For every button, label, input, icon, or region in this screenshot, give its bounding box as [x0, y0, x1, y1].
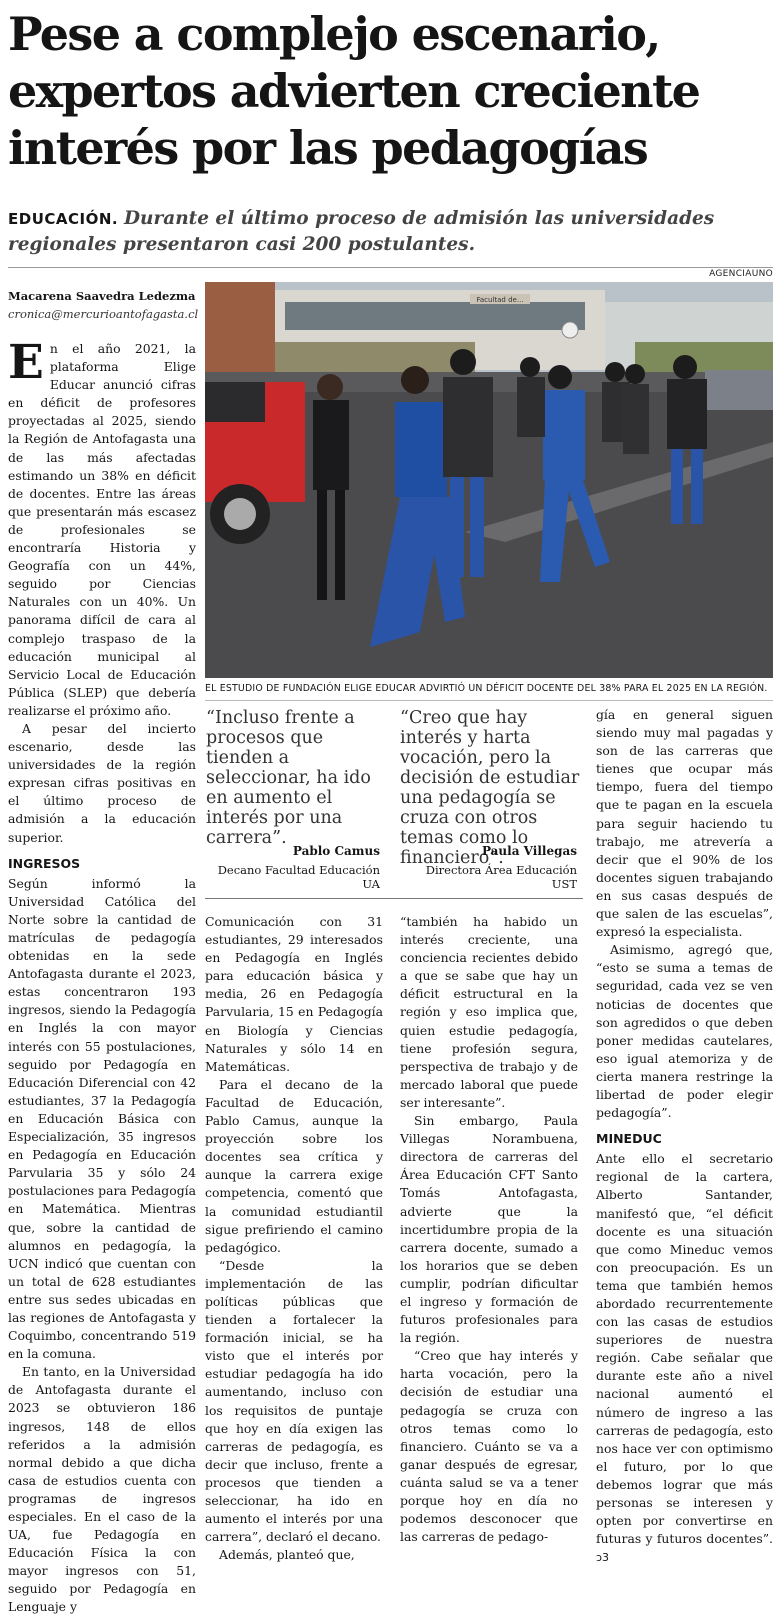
author-email[interactable]: cronica@mercurioantofagasta.cl: [8, 307, 199, 321]
building-sign: Facultad de...: [476, 296, 524, 304]
quote-1-name: Pablo Camus: [292, 844, 380, 858]
deck-text: Durante el último proceso de admisión las universidades regionales presentaron casi 200 postulantes.: [8, 208, 715, 255]
deck: [8, 206, 773, 258]
column-1: [8, 335, 196, 1617]
author-name: Macarena Saavedra Ledezma: [8, 289, 196, 303]
photo-illustration: [205, 282, 773, 678]
pull-quote-2: “Creo que hay interés y harta vocación, pero la decisión de estudiar una pedagogía se cruza con otros temas como lo financiero”.: [400, 708, 580, 868]
quote-1-role: Decano Facultad Educación UA: [217, 863, 380, 891]
quote-2-name: Paula Villegas: [481, 844, 577, 858]
pull-quote-1: “Incluso frente a procesos que tienden a seleccionar, ha ido en aumento el interés por una carrera”.: [206, 708, 371, 848]
paragraph: Asimismo, agregó que, “esto se suma a temas de seguridad, cada vez se ven noticias de docentes que son agredidos o que deben poner medidas cautelares, eso igual atemoriza y de cierta manera restringe la libertad de poder elegir pedagogía”.: [596, 942, 773, 1121]
paragraph: A pesar del incierto escenario, desde las universidades de la región expresan cifras positivas en el último proceso de admisión a la educación superior.: [8, 720, 196, 845]
quote-2-role: Directora Área Educación UST: [425, 863, 577, 891]
end-mark-icon: ↄ3: [596, 1551, 610, 1565]
photo-caption: EL ESTUDIO DE FUNDACIÓN ELIGE EDUCAR ADVIRTIÓ UN DÉFICIT DOCENTE DEL 38% PARA EL 2025 EN LA REGIÓN.: [205, 683, 768, 694]
caption-rule: [205, 700, 773, 701]
quote-rule: [205, 898, 583, 899]
headline: Pese a complejo escenario, expertos advierten creciente interés por las pedagogías: [8, 7, 700, 175]
byline: [8, 289, 199, 321]
paragraph: Además, planteó que,: [219, 1547, 355, 1563]
column-2: [205, 913, 383, 1564]
paragraph: “también ha habido un interés creciente, una conciencia recientes debido a que se sabe que hay un déficit estructural en la región y eso implica que, quien estudie pedagogía, tiene profesión segura, perspectiva de trabajo y de mercado laboral que puede ser interesante”.: [400, 914, 578, 1110]
dropcap: E: [8, 335, 44, 390]
header-rule: [8, 267, 773, 268]
brick-wall: [205, 282, 275, 372]
paragraph: “Desde la implementación de las políticas públicas que tienden a fortalecer la formación inicial, se ha visto que el interés por estudiar pedagogía ha ido aumentando, incluso con los requisitos de puntaje que hoy en día exigen las carreras de pedagogía, es decir que incluso, frente a procesos que tienden a seleccionar, ha ido en aumento el interés por una carrera”, declaró el decano.: [205, 1257, 383, 1545]
news-photo: [205, 282, 773, 678]
paragraph: Según informó la Universidad Católica del Norte sobre la cantidad de matrículas de pedagogía obtenidas en la sede Antofagasta durante el 2023, estas concentraron 193 ingresos, siendo la Pedagogía en Inglés la con mayor interés con 55 postulaciones, seguido por Pedagogía en Educación Diferencial con 42 estudiantes, 37 la Pedagogía en Educación Básica con Especialización, 35 ingresos en Pedagogía en Educación Parvularia 35 y sólo 24 postulaciones para Pedagogía en Matemática. Mientras que, sobre la cantidad de alumnos en pedagogía, la UCN indicó que cuentan con un total de 628 estudiantes entre sus sedes ubicadas en las regiones de Antofagasta y Coquimbo, concentrando 519 en la comuna.: [8, 875, 196, 1362]
paragraph-text: Ante ello el secretario regional de la cartera, Alberto Santander, manifestó que, “el déficit docente es una situación que como Mineduc vemos con preocupación. Es un tema que también hemos abordado recurrentemente con las casas de estudios superiores de nuestra región. Cabe señalar que durante este año a nivel nacional aumentó el número de ingreso a las carreras de pedagogía, esto nos hace ver con optimismo el futuro, por lo que debemos lograr que más personas se interesen y opten por convertirse en futuras y futuros docentes”.: [596, 1151, 773, 1547]
photo-credit: AGENCIAUNO: [709, 269, 773, 279]
subheading-ingresos: INGRESOS: [8, 855, 81, 871]
paragraph: n el año 2021, la plataforma Elige Educar anunció cifras en déficit de profesores proyectadas al 2025, siendo la Región de Antofagasta una de las más afectadas estimando un 38% en déficit de docentes. Entre las áreas que presentarán más escasez de profesionales se encontraría Historia y Geografía con un 44%, seguido por Ciencias Naturales con un 40%. Un panorama difícil de cara al complejo traspaso de la educación municipal al Servicio Local de Educación Pública (SLEP) que debería realizarse el próximo año.: [8, 341, 196, 718]
section-label: EDUCACIÓN.: [8, 210, 119, 228]
paragraph: [596, 1150, 773, 1567]
paragraph: Comunicación con 31 estudiantes, 29 interesados en Pedagogía en Inglés para educación básica y media, 26 en Pedagogía Parvularia, 15 en Pedagogía en Biología y Ciencias Naturales y sólo 14 en Matemáticas.: [205, 914, 383, 1074]
paragraph: Sin embargo, Paula Villegas Norambuena, directora de carreras del Área Educación CFT Santo Tomás Antofagasta, advierte que la incertidumbre propia de la carrera docente, sumado a los horarios que se deben cumplir, podrían dificultar el ingreso y formación de futuros profesionales para la región.: [400, 1113, 578, 1346]
paragraph: “Creo que hay interés y harta vocación, pero la decisión de estudiar una pedagogía se cruza con otros temas como lo financiero. Cuánto se va a ganar después de egresar, cuánta salud se va a tener porque hoy en día no podemos desconocer que las carreras de pedago-: [400, 1348, 578, 1545]
subheading-mineduc: MINEDUC: [596, 1131, 662, 1147]
column-4: [596, 706, 773, 1567]
paragraph: Para el decano de la Facultad de Educación, Pablo Camus, aunque la proyección sobre los docentes sea crítica y aunque la carrera exige competencia, comentó que la comunidad estudiantil sigue prefiriendo el camino pedagógico.: [205, 1076, 383, 1255]
paragraph: En tanto, en la Universidad de Antofagasta durante el 2023 se obtuvieron 186 ingresos, 148 de ellos referidos a la admisión normal debido a que dicha casa de estudios cuenta con programas de ingresos especiales. En el caso de la UA, fue Pedagogía en Educación Física la con mayor ingresos con 51, seguido por Pedagogía en Lenguaje y: [8, 1364, 196, 1615]
column-3: [400, 913, 578, 1546]
paragraph: gía en general siguen siendo muy mal pagadas y son de las carreras que tienes que ocupar más tiempo, fuera del tiempo que te pagan en la escuela para seguir haciendo tu trabajo, me atrevería a decir que el 90% de los docentes siguen trabajando en sus casas después de que salen de las escuelas”, expresó la especialista.: [596, 707, 773, 940]
